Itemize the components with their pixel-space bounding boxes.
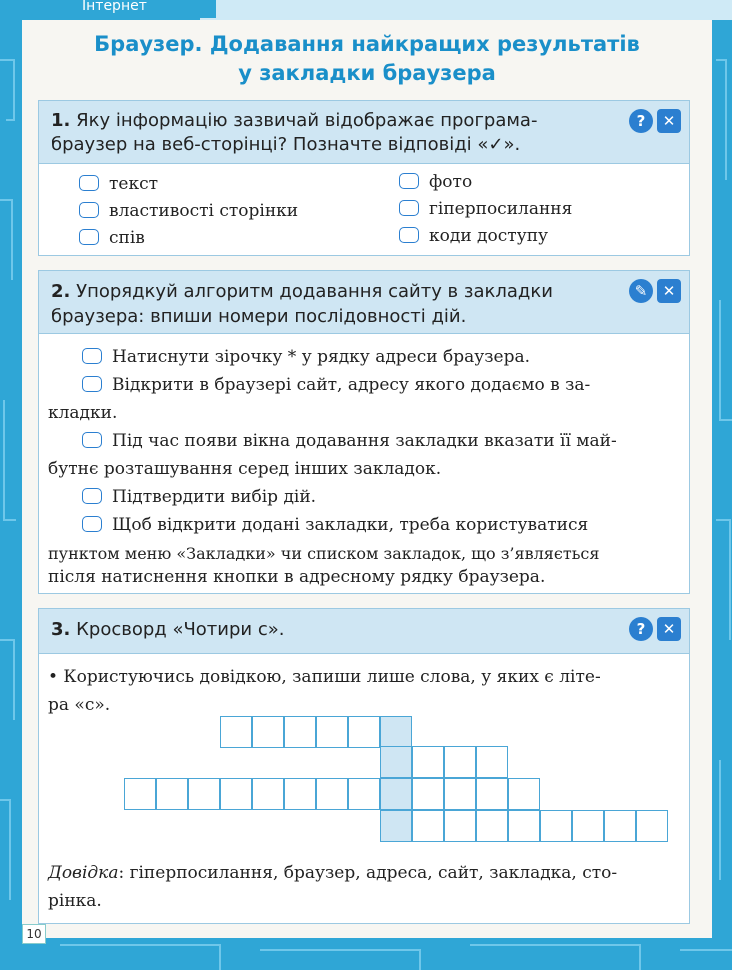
page-title — [22, 30, 712, 88]
question-2-number: 2. — [51, 281, 71, 302]
question-2-text-line-2: браузера: впиши номери послідовності дій. — [51, 306, 467, 327]
option-page-properties[interactable]: властивості сторінки — [79, 201, 298, 221]
crossword-cell[interactable] — [572, 810, 604, 842]
crossword-cell[interactable] — [284, 716, 316, 748]
crossword-cell[interactable] — [540, 810, 572, 842]
crossword-cell[interactable] — [412, 810, 444, 842]
option-singing[interactable]: спів — [79, 228, 145, 248]
question-3-number: 3. — [51, 619, 71, 640]
close-icon[interactable]: ✕ — [657, 109, 681, 133]
question-1-number: 1. — [51, 110, 71, 131]
page-number: 10 — [22, 924, 46, 944]
question-1-text-line-2: браузер на веб-сторінці? Позначте відповіді «✓». — [51, 134, 521, 155]
option-text[interactable]: текст — [79, 174, 158, 194]
hint-text-1: : гіперпосилання, браузер, адреса, сайт, закладка, сто- — [118, 863, 618, 883]
question-2-text-line-1: Упорядкуй алгоритм додавання сайту в закладки — [76, 281, 553, 302]
crossword-cell[interactable] — [252, 716, 284, 748]
step-3-cont: бутнє розташування серед інших закладок. — [48, 459, 442, 479]
hint-line-2: рінка. — [48, 891, 102, 911]
crossword-cell[interactable] — [284, 778, 316, 810]
crossword-cell[interactable] — [508, 810, 540, 842]
step-number-box[interactable] — [82, 516, 102, 532]
option-access-codes[interactable]: коди доступу — [399, 226, 548, 246]
top-band — [200, 0, 732, 20]
crossword-cell[interactable] — [220, 778, 252, 810]
help-icon[interactable]: ? — [629, 109, 653, 133]
step-3: Під час появи вікна додавання закладки вказати її май- — [48, 428, 684, 455]
crossword-cell[interactable] — [476, 746, 508, 778]
crossword-cell[interactable] — [380, 746, 412, 778]
checkbox[interactable] — [399, 227, 419, 243]
crossword-cell[interactable] — [508, 778, 540, 810]
pencil-icon[interactable]: ✎ — [629, 279, 653, 303]
hint-label: Довідка — [48, 863, 119, 883]
crossword-cell[interactable] — [188, 778, 220, 810]
question-1-text-line-1: Яку інформацію зазвичай відображає програма- — [76, 110, 538, 131]
question-3-title: Кросворд «Чотири с». — [76, 619, 285, 640]
crossword-cell[interactable] — [444, 810, 476, 842]
step-number-box[interactable] — [82, 348, 102, 364]
step-number-box[interactable] — [82, 432, 102, 448]
checkbox[interactable] — [399, 200, 419, 216]
title-line-2: у закладки браузера — [238, 61, 496, 85]
step-1: Натиснути зірочку * у рядку адреси браузера. — [48, 344, 684, 371]
question-3-instruction-line-1: • Користуючись довідкою, запиши лише слова, у яких є літе- — [48, 667, 601, 687]
crossword-cell[interactable] — [220, 716, 252, 748]
crossword-cell[interactable] — [444, 746, 476, 778]
question-1-header — [38, 100, 690, 164]
crossword-cell[interactable] — [476, 810, 508, 842]
crossword-cell[interactable] — [348, 716, 380, 748]
crossword-cell[interactable] — [252, 778, 284, 810]
checkbox[interactable] — [79, 175, 99, 191]
crossword-cell[interactable] — [348, 778, 380, 810]
crossword-cell[interactable] — [444, 778, 476, 810]
crossword-cell[interactable] — [380, 778, 412, 810]
checkbox[interactable] — [399, 173, 419, 189]
crossword-cell[interactable] — [316, 716, 348, 748]
crossword-cell[interactable] — [604, 810, 636, 842]
step-4: Підтвердити вибір дій. — [48, 484, 684, 511]
crossword-cell[interactable] — [412, 746, 444, 778]
question-1-body — [38, 164, 690, 256]
crossword-cell[interactable] — [124, 778, 156, 810]
question-3-instruction-line-2: ра «с». — [48, 695, 111, 715]
step-2-cont: кладки. — [48, 403, 118, 423]
title-line-1: Браузер. Додавання найкращих результатів — [94, 32, 640, 56]
step-5-cont-2: після натиснення кнопки в адресному рядку браузера. — [48, 567, 546, 587]
close-icon[interactable]: ✕ — [657, 279, 681, 303]
help-icon[interactable]: ? — [629, 617, 653, 641]
step-number-box[interactable] — [82, 376, 102, 392]
option-photo[interactable]: фото — [399, 172, 472, 192]
hint-line-1 — [48, 860, 684, 887]
step-2: Відкрити в браузері сайт, адресу якого додаємо в за- — [48, 372, 684, 399]
question-1-icons — [629, 109, 681, 133]
question-2-header — [38, 270, 690, 334]
close-icon[interactable]: ✕ — [657, 617, 681, 641]
section-tab: Інтернет — [66, 0, 216, 18]
crossword-cell[interactable] — [156, 778, 188, 810]
crossword-cell[interactable] — [412, 778, 444, 810]
checkbox[interactable] — [79, 202, 99, 218]
step-number-box[interactable] — [82, 488, 102, 504]
crossword-cell[interactable] — [476, 778, 508, 810]
crossword-cell[interactable] — [316, 778, 348, 810]
question-3-icons — [629, 617, 681, 641]
question-3-header — [38, 608, 690, 654]
step-5: Щоб відкрити додані закладки, треба користуватися — [48, 512, 684, 539]
crossword-cell[interactable] — [380, 716, 412, 748]
step-5-cont-1: пунктом меню «Закладки» чи списком закладок, що з’являється — [48, 544, 600, 563]
question-2-icons — [629, 279, 681, 303]
checkbox[interactable] — [79, 229, 99, 245]
option-hyperlinks[interactable]: гіперпосилання — [399, 199, 572, 219]
crossword-cell[interactable] — [380, 810, 412, 842]
crossword-cell[interactable] — [636, 810, 668, 842]
